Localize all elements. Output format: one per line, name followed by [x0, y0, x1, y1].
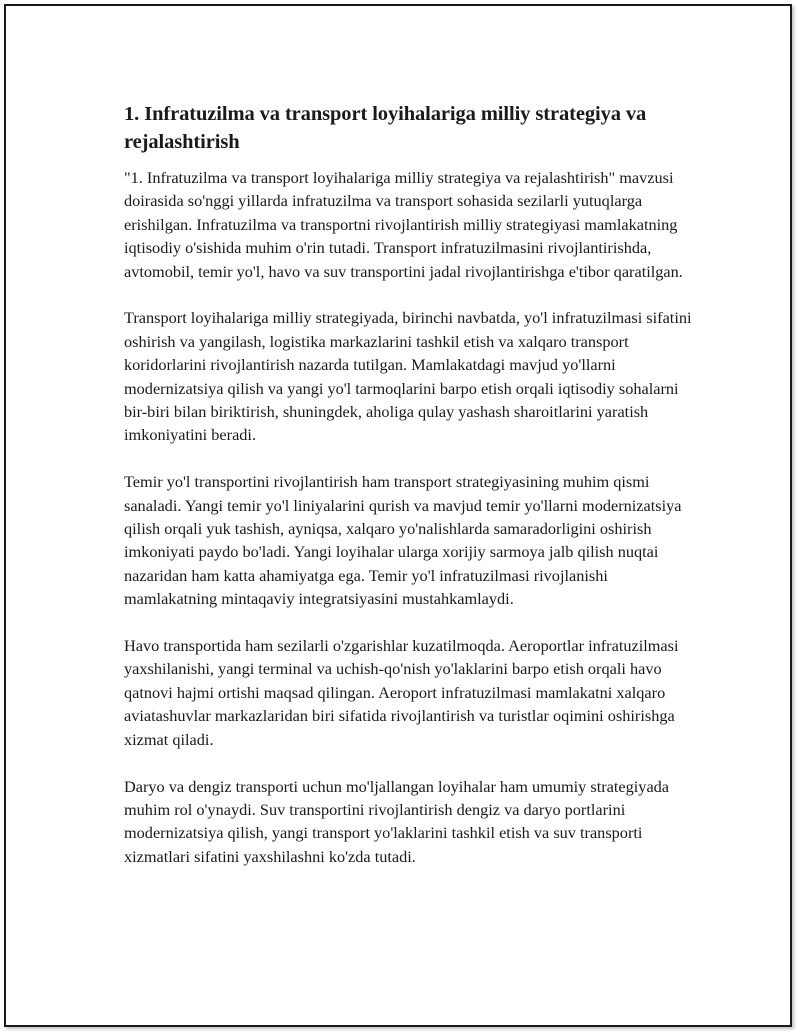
paragraph-3: Temir yo'l transportini rivojlantirish ham transport strategiyasining muhim qismi sanaladi. Yangi temir yo'l liniyalarini qurish va mavjud temir yo'llarni modernizatsiya qilish orqali yuk tashish, ayniqsa, xalqaro yo'nalishlarda samaradorligini oshirish imkoniyati paydo bo'ladi. Yangi loyihalar ularga xorijiy sarmoya jalb qilish nuqtai nazaridan ham katta ahamiyatga ega. Temir yo'l infratuzilmasi rivojlanishi mamlakatning mintaqaviy integratsiyasini mustahkamlaydi.: [124, 472, 682, 609]
paragraph-1: "1. Infratuzilma va transport loyihalariga milliy strategiya va rejalashtirish" mavzusi doirasida so'nggi yillarda infratuzilma va transport sohasida sezilarli yutuqlarga erishilgan. Infratuzilma va transportni rivojlantirish milliy strategiyasi mamlakatning iqtisodiy o'sishida muhim o'rin tutadi. Transport infratuzilmasini rivojlantirishda, avtomobil, temir yo'l, havo va suv transportini jadal rivojlantirishga e'tibor qaratilgan.: [124, 168, 683, 281]
paragraph-4: Havo transportida ham sezilarli o'zgarishlar kuzatilmoqda. Aeroportlar infratuzilmasi yaxshilanishi, yangi terminal va uchish-qo'nish yo'laklarini barpo etish orqali havo qatnovi hajmi ortishi maqsad qilingan. Aeroport infratuzilmasi mamlakatni xalqaro aviatashuvlar markazlaridan biri sifatida rivojlantirish va turistlar oqimini oshirishga xizmat qiladi.: [124, 636, 679, 749]
section-heading: 1. Infratuzilma va transport loyihalariga milliy strategiya va rejalashtirish: [124, 103, 647, 153]
document-body: [124, 100, 704, 892]
paragraph-2: Transport loyihalariga milliy strategiyada, birinchi navbatda, yo'l infratuzilmasi sifatini oshirish va yangilash, logistika markazlarini tashkil etish va xalqaro transport koridorlarini rivojlantirish nazarda tutilgan. Mamlakatdagi mavjud yo'llarni modernizatsiya qilish va yangi yo'l tarmoqlarini barpo etish orqali iqtisodiy sohalarni bir-biri bilan biriktirish, shuningdek, aholiga qulay yashash sharoitlarini yaratish imkoniyatini beradi.: [124, 308, 692, 445]
page-frame: [4, 4, 792, 1027]
paragraph-5: Daryo va dengiz transporti uchun mo'ljallangan loyihalar ham umumiy strategiyada muhim rol o'ynaydi. Suv transportini rivojlantirish dengiz va daryo portlarini modernizatsiya qilish, yangi transport yo'laklarini tashkil etish va suv transporti xizmatlari sifatini yaxshilashni ko'zda tutadi.: [124, 776, 670, 866]
